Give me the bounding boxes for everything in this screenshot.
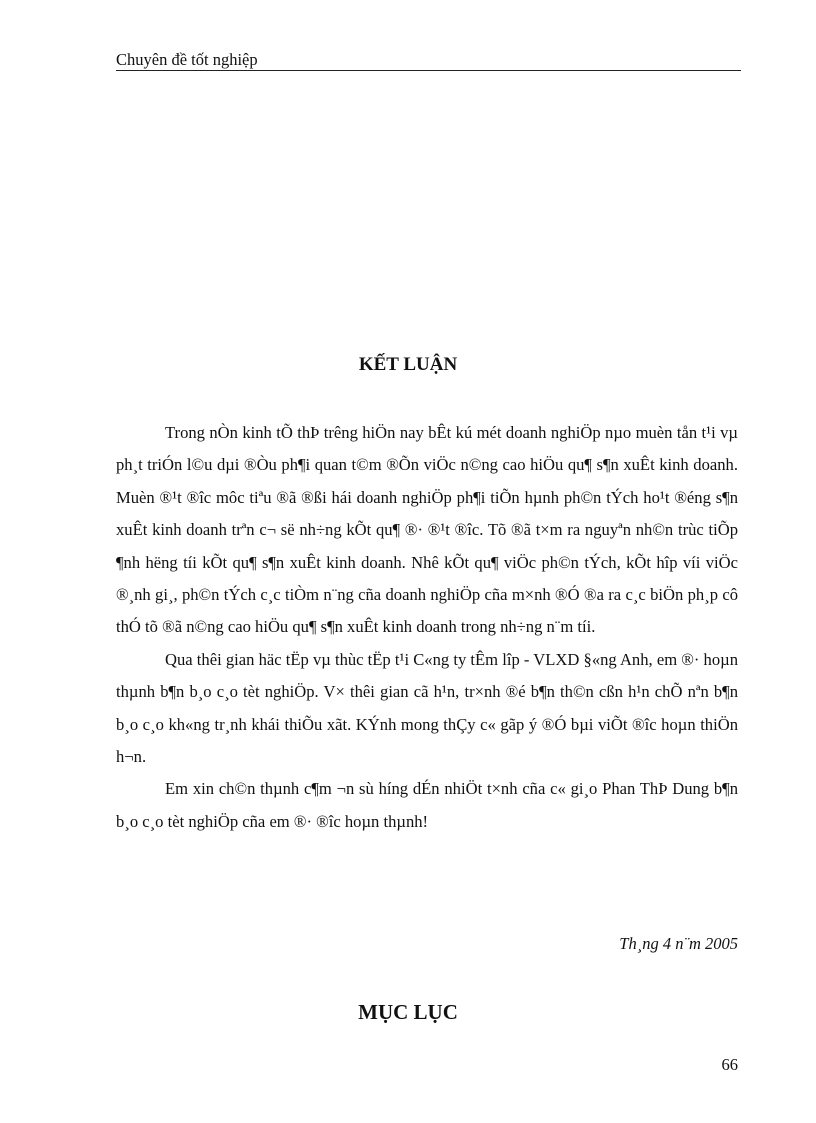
header-text: Chuyên đề tốt nghiệp [116, 50, 258, 69]
paragraph-1: Trong nÒn kinh tÕ thÞ trêng hiÖn nay bÊt kú mét doanh nghiÖp nµo muèn tån t¹i vµ ph¸t triÓn l©u dµi ®Òu ph¶i quan t©m ®Õn viÖc n©ng cao hiÖu qu¶ s¶n xuÊt kinh doanh. Muèn ®¹t ®îc môc tiªu ®ã ®ßi hái doanh nghiÖp ph¶i tiÕn hµnh ph©n tÝch ho¹t ®éng s¶n xuÊt kinh doanh trªn c¬ së nh÷ng kÕt qu¶ ®· ®¹t ®îc. Tõ ®ã t×m ra nguyªn nh©n trùc tiÕp ¶nh hëng tíi kÕt qu¶ s¶n xuÊt kinh doanh. Nhê kÕt qu¶ viÖc ph©n tÝch, kÕt hîp víi viÖc ®¸nh gi¸, ph©n tÝch c¸c tiÒm n¨ng cña doanh nghiÖp cña m×nh ®Ó ®a ra c¸c biÖn ph¸p cô thÓ tõ ®ã n©ng cao hiÖu qu¶ s¶n xuÊt kinh doanh trong nh÷ng n¨m tíi. [116, 423, 738, 637]
next-section-title: MỤC LỤC [358, 1000, 458, 1024]
paragraph-2: Qua thêi gian häc tËp vµ thùc tËp t¹i C«ng ty tÊm lîp - VLXD §«ng Anh, em ®· hoµn thµnh b¶n b¸o c¸o tèt nghiÖp. V× thêi gian cã h¹n, tr×nh ®é b¶n th©n cßn h¹n chÕ nªn b¶n b¸o c¸o kh«ng tr¸nh khái thiÕu xãt. KÝnh mong thÇy c« gãp ý ®Ó bµi viÕt ®îc hoµn thiÖn h¬n. [116, 649, 738, 767]
section-title: KẾT LUẬN [358, 354, 458, 375]
page-header [116, 46, 741, 71]
date-line: Th¸ng 4 n¨m 2005 [619, 934, 738, 953]
paragraph-3: Em xin ch©n thµnh c¶m ¬n sù híng dÉn nhiÖt t×nh cña c« gi¸o Phan ThÞ Dung b¶n b¸o c¸o tèt nghiÖp cña em ®· ®îc hoµn thµnh! [116, 779, 738, 831]
body-text [116, 417, 738, 838]
page-number: 66 [721, 1055, 738, 1074]
